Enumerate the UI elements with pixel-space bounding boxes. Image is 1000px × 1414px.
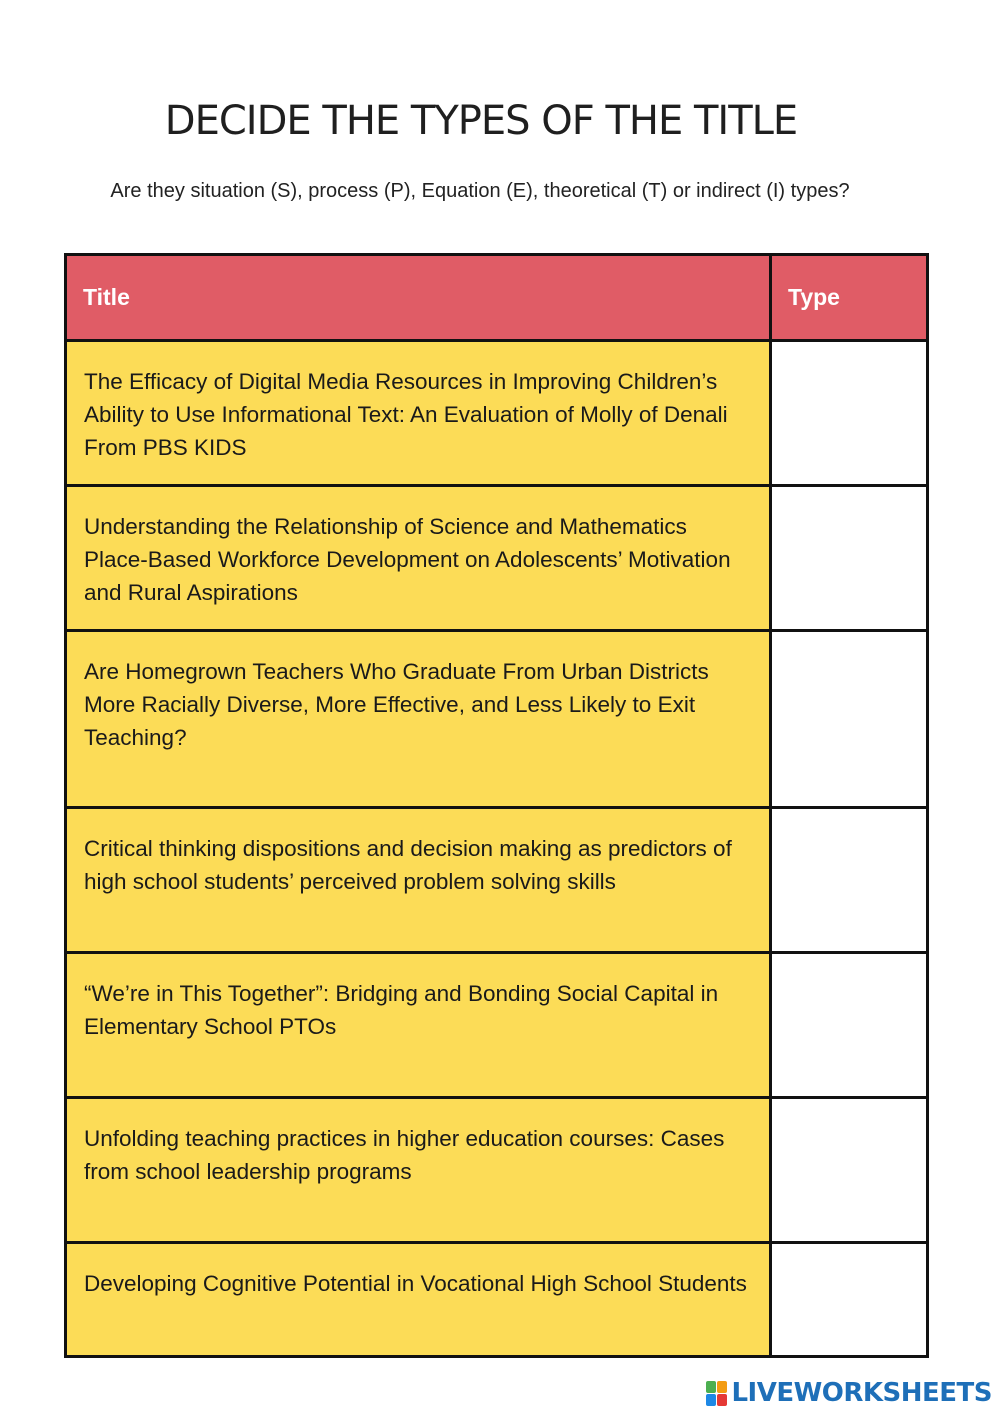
table-row xyxy=(66,953,928,1098)
table-row xyxy=(66,631,928,808)
type-answer-cell[interactable] xyxy=(771,1243,928,1357)
type-answer-cell[interactable] xyxy=(771,1098,928,1243)
table-header-row xyxy=(66,255,928,341)
worksheet-table xyxy=(64,253,929,1358)
row-title: The Efficacy of Digital Media Resources in Improving Children’s Ability to Use Informational Text: An Evaluation of Molly of Denali From PBS KIDS xyxy=(66,341,771,486)
header-title: Title xyxy=(66,255,771,341)
header-type: Type xyxy=(771,255,928,341)
instructions-text: Are they situation (S), process (P), Equation (E), theoretical (T) or indirect (I) types? xyxy=(110,180,850,202)
row-title: Unfolding teaching practices in higher education courses: Cases from school leadership programs xyxy=(66,1098,771,1243)
type-answer-cell[interactable] xyxy=(771,341,928,486)
table-row xyxy=(66,341,928,486)
table-row xyxy=(66,808,928,953)
page-title: DECIDE THE TYPES OF THE TITLE xyxy=(164,98,798,144)
liveworksheets-logo-icon xyxy=(706,1381,727,1406)
row-title: Developing Cognitive Potential in Vocational High School Students xyxy=(66,1243,771,1357)
type-answer-cell[interactable] xyxy=(771,486,928,631)
table-row xyxy=(66,1243,928,1357)
type-answer-cell[interactable] xyxy=(771,631,928,808)
type-answer-cell[interactable] xyxy=(771,808,928,953)
row-title: Understanding the Relationship of Science and Mathematics Place-Based Workforce Development on Adolescents’ Motivation and Rural Aspirations xyxy=(66,486,771,631)
row-title: Critical thinking dispositions and decision making as predictors of high school students’ perceived problem solving skills xyxy=(66,808,771,953)
liveworksheets-logo xyxy=(706,1378,992,1408)
type-answer-cell[interactable] xyxy=(771,953,928,1098)
row-title: Are Homegrown Teachers Who Graduate From Urban Districts More Racially Diverse, More Effective, and Less Likely to Exit Teaching? xyxy=(66,631,771,808)
table-row xyxy=(66,1098,928,1243)
logo-text: LIVEWORKSHEETS xyxy=(731,1378,992,1408)
row-title: “We’re in This Together”: Bridging and Bonding Social Capital in Elementary School PTOs xyxy=(66,953,771,1098)
table-row xyxy=(66,486,928,631)
